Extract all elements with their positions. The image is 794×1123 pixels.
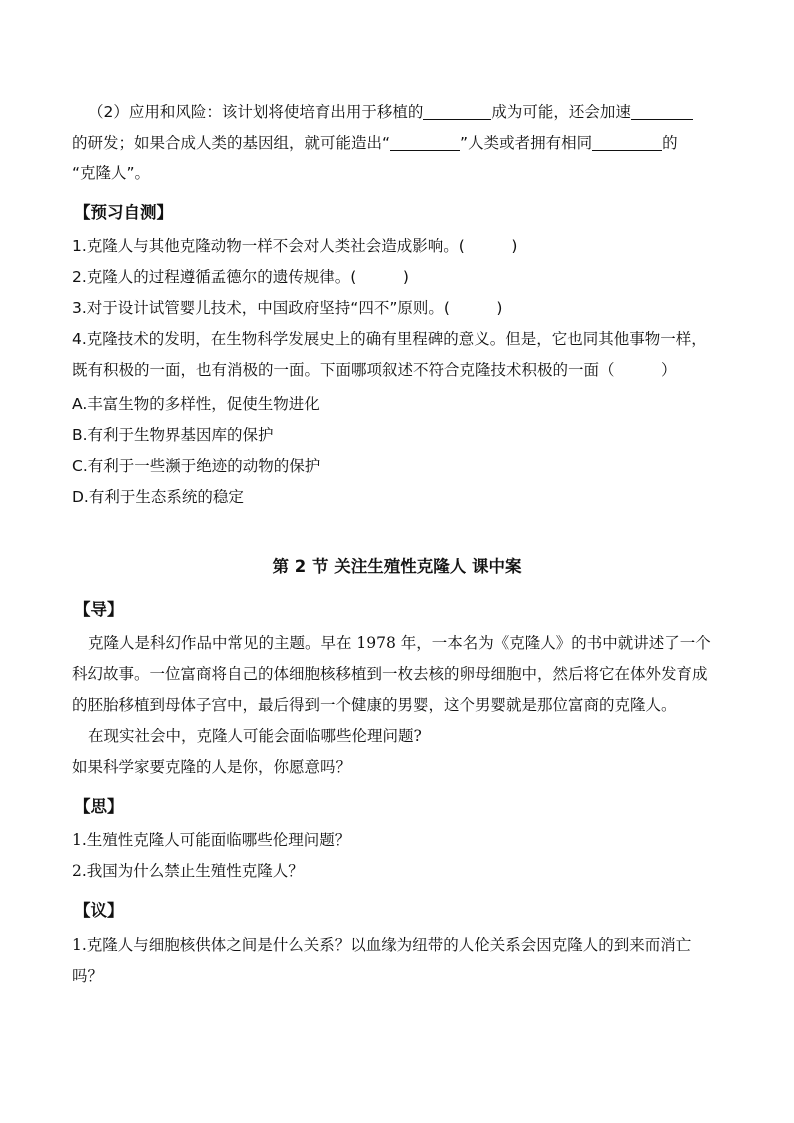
guide-paragraph-line-1: 克隆人是科幻作品中常见的主题。早在 1978 年，一本名为《克隆人》的书中就讲述了一个 [88, 634, 711, 652]
guide-paragraph-line-2: 科幻故事。一位富商将自己的体细胞核移植到一枚去核的卵母细胞中，然后将它在体外发育成 [72, 665, 708, 683]
guide-paragraph-line-3: 的胚胎移植到母体子宫中，最后得到一个健康的男婴，这个男婴就是那位富商的克隆人。 [72, 696, 677, 714]
think-question-2: 2.我国为什么禁止生殖性克隆人？ [72, 862, 304, 880]
answer-blank[interactable] [631, 103, 693, 120]
guide-question-1: 在现实社会中，克隆人可能会面临哪些伦理问题? [88, 727, 422, 745]
preview-question-4-line-1: 4.克隆技术的发明，在生物科学发展史上的确有里程碑的意义。但是，它也同其他事物一样， [72, 330, 707, 348]
option-c: C.有利于一些濒于绝迹的动物的保护 [72, 457, 321, 475]
think-question-1: 1.生殖性克隆人可能面临哪些伦理问题？ [72, 831, 351, 849]
preview-question-4-line-2: 既有积极的一面，也有消极的一面。下面哪项叙述不符合克隆技术积极的一面（ ） [72, 361, 677, 379]
discuss-heading: 【议】 [74, 901, 124, 920]
discuss-question-1-line-1: 1.克隆人与细胞核供体之间是什么关系？以血缘为纽带的人伦关系会因克隆人的到来而消亡 [72, 936, 692, 954]
discuss-question-1-line-2: 吗？ [72, 967, 104, 985]
fill-in-text: ”人类或者拥有相同 [460, 134, 593, 152]
guide-question-2: 如果科学家要克隆的人是你，你愿意吗？ [72, 758, 352, 776]
section-title: 第 2 节 关注生殖性克隆人 课中案 [272, 557, 522, 576]
fill-in-text: 成为可能，还会加速 [491, 103, 631, 121]
fill-in-line-3: “克隆人”。 [72, 164, 151, 182]
fill-in-line-2 [72, 132, 678, 154]
think-heading: 【思】 [74, 797, 124, 816]
option-d: D.有利于生态系统的稳定 [72, 488, 244, 506]
answer-blank[interactable] [423, 103, 491, 120]
answer-blank[interactable] [592, 134, 662, 151]
preview-question-2: 2.克隆人的过程遵循孟德尔的遗传规律。( ) [72, 268, 409, 286]
fill-in-text: 的 [662, 134, 678, 152]
preview-question-3: 3.对于设计试管婴儿技术，中国政府坚持“四不”原则。( ) [72, 299, 503, 317]
guide-heading: 【导】 [74, 600, 124, 619]
answer-blank[interactable] [390, 134, 460, 151]
fill-in-text: （2）应用和风险：该计划将使培育出用于移植的 [88, 103, 424, 121]
option-a: A.丰富生物的多样性，促使生物进化 [72, 395, 320, 413]
preview-heading: 【预习自测】 [74, 203, 173, 222]
fill-in-line-1 [88, 101, 693, 123]
preview-question-1: 1.克隆人与其他克隆动物一样不会对人类社会造成影响。( ) [72, 237, 518, 255]
option-b: B.有利于生物界基因库的保护 [72, 426, 274, 444]
fill-in-text: 的研发；如果合成人类的基因组，就可能造出“ [72, 134, 391, 152]
